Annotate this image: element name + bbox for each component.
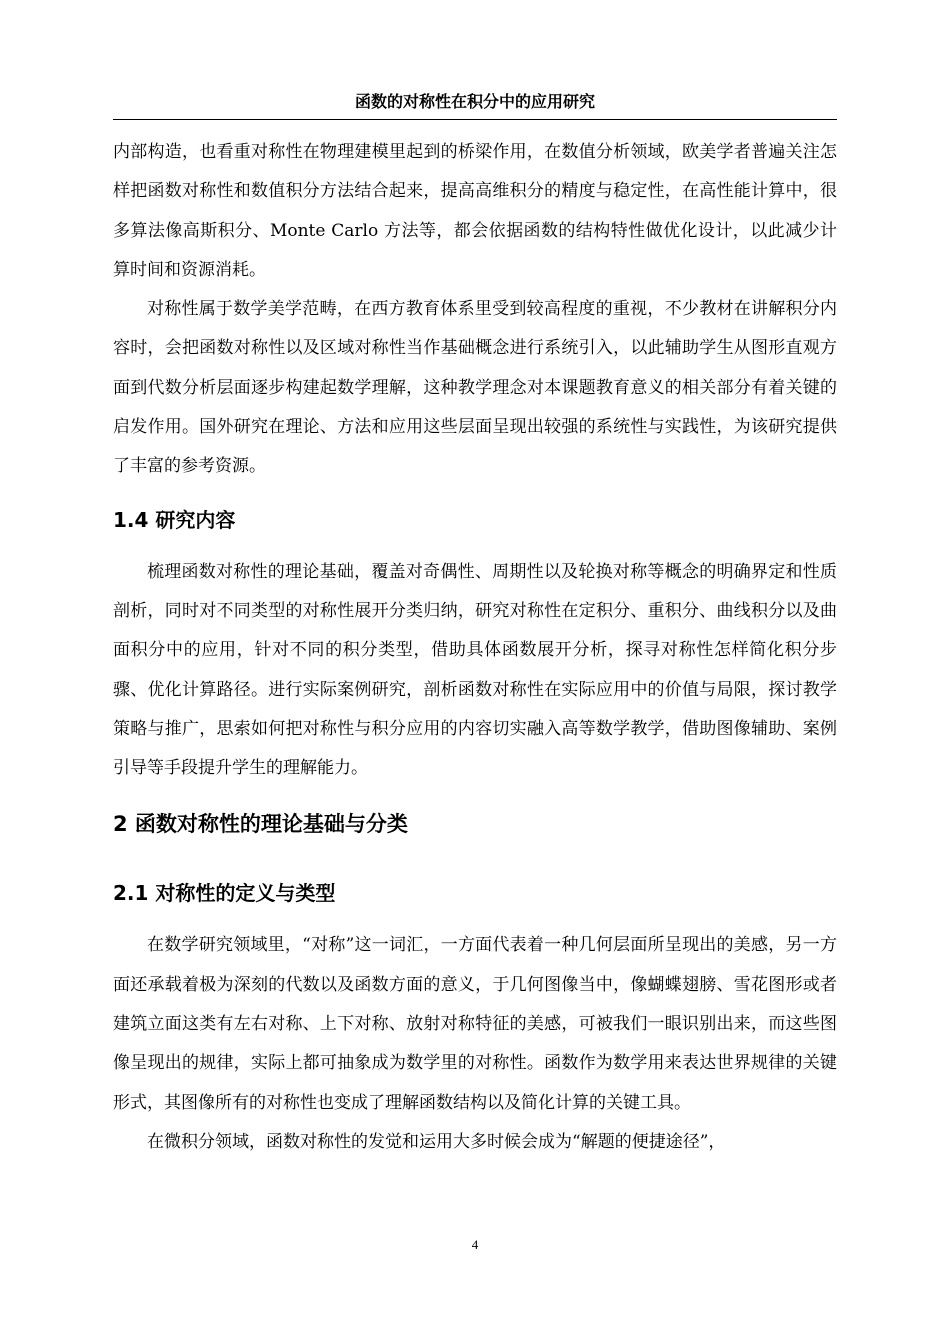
paragraph: 对称性属于数学美学范畴，在西方教育体系里受到较高程度的重视，不少教材在讲解积分内容时，会把函数对称性以及区域对称性当作基础概念进行系统引入，以此辅助学生从图形直观方面到代数分析层面逐步构建起数学理解，这种教学理念对本课题教育意义的相关部分有着关键的启发作用。国外研究在理论、方法和应用这些层面呈现出较强的系统性与实践性，为该研究提供了丰富的参考资源。	[113, 299, 837, 477]
running-header	[113, 92, 837, 120]
paragraph: 梳理函数对称性的理论基础，覆盖对奇偶性、周期性以及轮换对称等概念的明确界定和性质剖析，同时对不同类型的对称性展开分类归纳，研究对称性在定积分、重积分、曲线积分以及曲面积分中的应用，针对不同的积分类型，借助具体函数展开分析，探寻对称性怎样简化积分步骤、优化计算路径。进行实际案例研究，剖析函数对称性在实际应用中的价值与局限，探讨教学策略与推广，思索如何把对称性与积分应用的内容切实融入高等数学教学，借助图像辅助、案例引导等手段提升学生的理解能力。	[113, 561, 837, 779]
section-heading-2-1: 2.1 对称性的定义与类型	[113, 881, 336, 906]
paragraph: 在数学研究领域里，“对称”这一词汇，一方面代表着一种几何层面所呈现出的美感，另一方面还承载着极为深刻的代数以及函数方面的意义，于几何图像当中，像蝴蝶翅膀、雪花图形或者建筑立面这类有左右对称、上下对称、放射对称特征的美感，可被我们一眼识别出来，而这些图像呈现出的规律，实际上都可抽象成为数学里的对称性。函数作为数学用来表达世界规律的关键形式，其图像所有的对称性也变成了理解函数结构以及简化计算的关键工具。	[113, 935, 837, 1113]
page-number: 4	[471, 1237, 479, 1252]
paragraph: 在微积分领域，函数对称性的发觉和运用大多时候会成为“解题的便捷途径”，	[147, 1131, 726, 1152]
paragraph: 内部构造，也看重对称性在物理建模里起到的桥梁作用，在数值分析领域，欧美学者普遍关注怎样把函数对称性和数值积分方法结合起来，提高高维积分的精度与稳定性，在高性能计算中，很多算法像高斯积分、Monte Carlo 方法等，都会依据函数的结构特性做优化设计，以此减少计算时间和资源消耗。	[113, 142, 837, 280]
chapter-heading-2: 2 函数对称性的理论基础与分类	[113, 812, 408, 837]
page-body	[113, 133, 837, 1162]
section-heading-1-4: 1.4 研究内容	[113, 507, 236, 532]
header-title: 函数的对称性在积分中的应用研究	[354, 92, 595, 111]
